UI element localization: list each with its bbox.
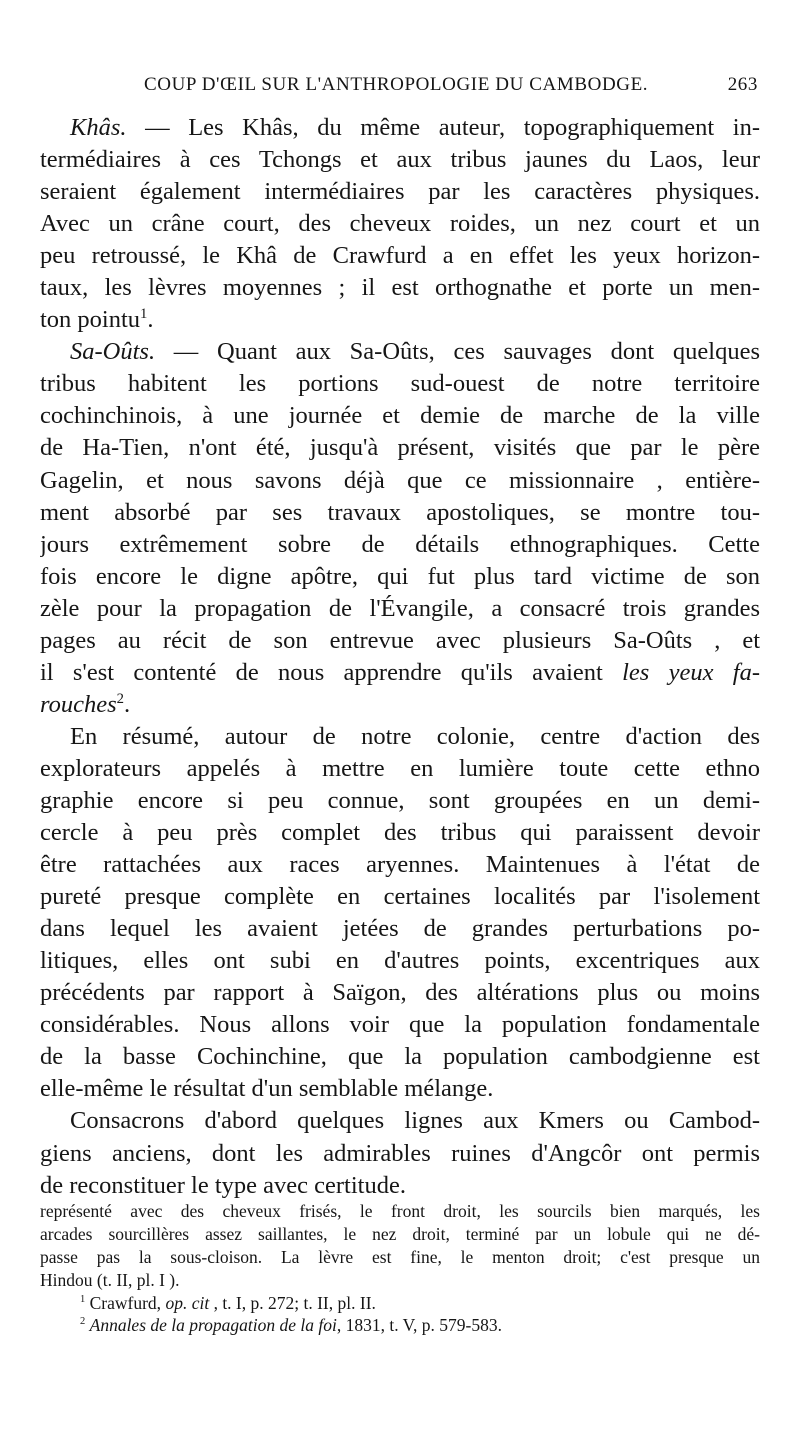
- text-line: dans lequel les avaient jetées de grandes perturbations po-: [40, 915, 760, 943]
- running-header: [40, 74, 758, 102]
- text-line: termédiaires à ces Tchongs et aux tribus jaunes du Laos, leur: [40, 146, 760, 174]
- text-line: de Ha-Tien, n'ont été, jusqu'à présent, visités que par le père: [40, 434, 760, 462]
- text-line: être rattachées aux races aryennes. Maintenues à l'état de: [40, 851, 760, 879]
- text-line: Avec un crâne court, des cheveux roides, un nez court et un: [40, 210, 760, 238]
- text-line: tribus habitent les portions sud-ouest de notre territoire: [40, 370, 760, 398]
- footnote-line: passe pas la sous-cloison. La lèvre est fine, le menton droit; c'est presque un: [40, 1246, 760, 1267]
- footnote-line: Hindou (t. II, pl. I ).: [40, 1269, 180, 1290]
- footnote-mark: 1: [80, 1293, 86, 1305]
- text-line: cercle à peu près complet des tribus qui paraissent devoir: [40, 819, 760, 847]
- text-line: Gagelin, et nous savons déjà que ce missionnaire , entière-: [40, 466, 760, 494]
- footnote-ref: 2: [116, 690, 125, 707]
- text-line: graphie encore si peu connue, sont groupées en un demi-: [40, 786, 760, 814]
- text-line: litiques, elles ont subi en d'autres points, excentriques aux: [40, 947, 760, 975]
- page-number: 263: [727, 74, 758, 95]
- text-line: ment absorbé par ses travaux apostoliques, se montre tou-: [40, 498, 760, 526]
- text-line: pages au récit de son entrevue avec plusieurs Sa-Oûts , et: [40, 626, 760, 654]
- footnote-ref: 1: [140, 306, 148, 323]
- text-line: cochinchinois, à une journée et demie de marche de la ville: [40, 402, 760, 430]
- footnote-2: $^2$ Annales de la propagation de la foi, 1831, t. V, p. 579-583.: [80, 1315, 503, 1336]
- text-line: En résumé, autour de notre colonie, centre d'action des: [70, 722, 760, 750]
- footnotes: [40, 1200, 760, 1337]
- footnote-mark: 2: [80, 1316, 86, 1328]
- running-title: COUP D'ŒIL SUR L'ANTHROPOLOGIE DU CAMBODGE.: [144, 74, 649, 95]
- footnote-line: représenté avec des cheveux frisés, le front droit, les sourcils bien marqués, les: [40, 1201, 760, 1221]
- text-line: Consacrons d'abord quelques lignes aux Kmers ou Cambod-: [70, 1107, 760, 1135]
- footnote-line: arcades sourcillères assez saillantes, le nez droit, terminé par un lobule qui ne dé-: [40, 1223, 760, 1244]
- text-line: jours extrêmement sobre de détails ethnographiques. Cette: [40, 530, 760, 558]
- text-line: pureté presque complète en certaines localités par l'isolement: [40, 883, 760, 911]
- footnote-1: $^1$ Crawfurd, op. cit , t. I, p. 272; t. II, pl. II.: [80, 1292, 376, 1313]
- text-line: de la basse Cochinchine, que la population cambodgienne est: [40, 1043, 760, 1071]
- text-line: Khâs. — Les Khâs, du même auteur, topographiquement in-: [70, 114, 760, 141]
- text-line: zèle pour la propagation de l'Évangile, a consacré trois grandes: [40, 594, 760, 622]
- text-line: seraient également intermédiaires par les caractères physiques.: [40, 178, 760, 206]
- text-line: peu retroussé, le Khâ de Crawfurd a en effet les yeux horizon-: [40, 242, 760, 270]
- text-line: elle-même le résultat d'un semblable mélange.: [40, 1075, 494, 1103]
- text-line: giens anciens, dont les admirables ruines d'Angcôr ont permis: [40, 1139, 760, 1167]
- text-line: explorateurs appelés à mettre en lumière toute cette ethno: [40, 754, 760, 782]
- text-line: fois encore le digne apôtre, qui fut plus tard victime de son: [40, 562, 760, 590]
- text-line: rouches$^2$.: [40, 690, 131, 718]
- main-text: [40, 112, 760, 1202]
- text-line: précédents par rapport à Saïgon, des altérations plus ou moins: [40, 979, 760, 1007]
- text-line: ton pointu$^1$.: [40, 306, 154, 334]
- text-line: de reconstituer le type avec certitude.: [40, 1171, 406, 1199]
- text-line: il s'est contenté de nous apprendre qu'ils avaient les yeux fa-: [40, 658, 760, 686]
- text-line: considérables. Nous allons voir que la population fondamentale: [40, 1011, 760, 1039]
- text-line: Sa-Oûts. — Quant aux Sa-Oûts, ces sauvages dont quelques: [70, 338, 760, 366]
- text-line: taux, les lèvres moyennes ; il est orthognathe et porte un men-: [40, 274, 760, 302]
